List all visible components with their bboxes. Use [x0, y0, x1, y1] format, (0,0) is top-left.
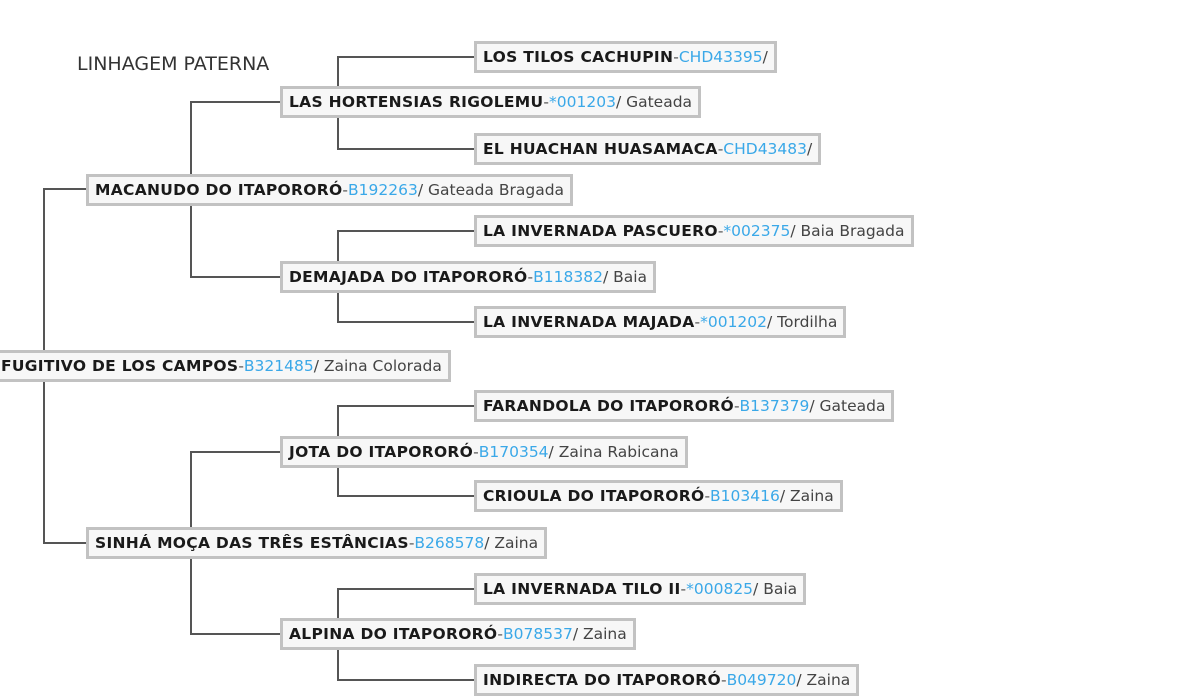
- registry-link[interactable]: B192263: [348, 181, 418, 199]
- horse-coat: / Zaina Rabicana: [548, 443, 679, 461]
- horse-node-dsd: [474, 480, 843, 512]
- registry-link[interactable]: CHD43395: [678, 48, 763, 66]
- horse-name: JOTA DO ITAPORORÓ: [289, 443, 474, 461]
- separator: -: [720, 671, 727, 689]
- horse-node-sire: [86, 174, 573, 206]
- separator: -: [704, 487, 711, 505]
- horse-node-sss: [474, 41, 777, 73]
- connector-sire-sd: [191, 205, 282, 277]
- registry-link[interactable]: B170354: [478, 443, 549, 461]
- horse-name: LA INVERNADA MAJADA: [483, 313, 695, 331]
- separator: -: [238, 357, 244, 375]
- registry-link[interactable]: B103416: [710, 487, 780, 505]
- horse-node-dss: [474, 390, 894, 422]
- horse-name: LA INVERNADA TILO II: [483, 580, 681, 598]
- registry-link[interactable]: B078537: [503, 625, 573, 643]
- horse-coat: / Zaina: [572, 625, 627, 643]
- registry-link[interactable]: CHD43483: [723, 140, 808, 158]
- separator: -: [473, 443, 479, 461]
- horse-coat: / Zaina: [484, 534, 539, 552]
- registry-link[interactable]: *001203: [549, 93, 616, 111]
- horse-coat: / Zaina Colorada: [313, 357, 442, 375]
- connector-sd-sds: [338, 231, 476, 262]
- horse-name: FARANDOLA DO ITAPORORÓ: [483, 397, 734, 415]
- horse-coat: / Baia Bragada: [790, 222, 905, 240]
- horse-node-dam: [86, 527, 547, 559]
- horse-coat: / Zaina: [779, 487, 834, 505]
- horse-name: FUGITIVO DE LOS CAMPOS: [1, 357, 239, 375]
- registry-link[interactable]: *000825: [686, 580, 754, 598]
- horse-name: DEMAJADA DO ITAPORORÓ: [289, 268, 528, 286]
- horse-node-ds: [280, 436, 688, 468]
- horse-name: EL HUACHAN HUASAMACA: [483, 140, 718, 158]
- horse-coat: / Baia: [602, 268, 648, 286]
- registry-link[interactable]: *001202: [700, 313, 768, 331]
- horse-name: SINHÁ MOÇA DAS TRÊS ESTÂNCIAS: [95, 534, 409, 552]
- separator: -: [680, 580, 687, 598]
- connector-sd-sdd: [338, 292, 476, 322]
- separator: -: [717, 222, 724, 240]
- horse-name: LOS TILOS CACHUPIN: [483, 48, 674, 66]
- horse-node-ddd: [474, 664, 859, 696]
- separator: -: [342, 181, 349, 199]
- separator: -: [694, 313, 701, 331]
- connector-sire-ss: [191, 102, 282, 174]
- connector-root-sire: [44, 189, 88, 366]
- separator: -: [497, 625, 503, 643]
- horse-node-ssd: [474, 133, 821, 165]
- horse-node-sd: [280, 261, 656, 293]
- horse-coat: / Tordilha: [767, 313, 838, 331]
- horse-name: LA INVERNADA PASCUERO: [483, 222, 718, 240]
- horse-coat: / Gateada: [809, 397, 886, 415]
- registry-link[interactable]: B268578: [414, 534, 485, 552]
- horse-name: MACANUDO DO ITAPORORÓ: [95, 181, 343, 199]
- registry-link[interactable]: B049720: [726, 671, 797, 689]
- horse-node-sdd: [474, 306, 846, 338]
- horse-coat: / Gateada Bragada: [417, 181, 565, 199]
- connector-ds-dsd: [338, 467, 476, 496]
- registry-link[interactable]: B118382: [533, 268, 603, 286]
- horse-node-sds: [474, 215, 914, 247]
- pedigree-title: LINHAGEM PATERNA: [77, 53, 270, 75]
- horse-coat: /: [762, 48, 768, 66]
- connector-ss-ssd: [338, 117, 476, 149]
- horse-name: CRIOULA DO ITAPORORÓ: [483, 487, 705, 505]
- connector-dd-dds: [338, 589, 476, 619]
- connector-root-dam: [44, 366, 88, 543]
- horse-name: INDIRECTA DO ITAPORORÓ: [483, 671, 721, 689]
- registry-link[interactable]: *002375: [723, 222, 791, 240]
- separator: -: [408, 534, 415, 552]
- horse-node-dds: [474, 573, 806, 605]
- horse-coat: /: [807, 140, 813, 158]
- registry-link[interactable]: B137379: [739, 397, 810, 415]
- separator: -: [717, 140, 724, 158]
- connector-dam-dd: [191, 558, 282, 634]
- registry-link[interactable]: B321485: [243, 357, 314, 375]
- horse-node-ss: [280, 86, 701, 118]
- horse-node-dd: [280, 618, 636, 650]
- connector-dam-ds: [191, 452, 282, 528]
- separator: -: [733, 397, 740, 415]
- connector-dd-ddd: [338, 649, 476, 680]
- horse-coat: / Baia: [753, 580, 798, 598]
- horse-coat: / Gateada: [615, 93, 693, 111]
- horse-node-root: [0, 350, 451, 382]
- separator: -: [673, 48, 679, 66]
- horse-name: LAS HORTENSIAS RIGOLEMU: [289, 93, 544, 111]
- horse-name: ALPINA DO ITAPORORÓ: [289, 625, 498, 643]
- horse-coat: / Zaina: [796, 671, 851, 689]
- separator: -: [543, 93, 550, 111]
- connector-ds-dss: [338, 406, 476, 437]
- connector-ss-sss: [338, 57, 476, 87]
- separator: -: [527, 268, 534, 286]
